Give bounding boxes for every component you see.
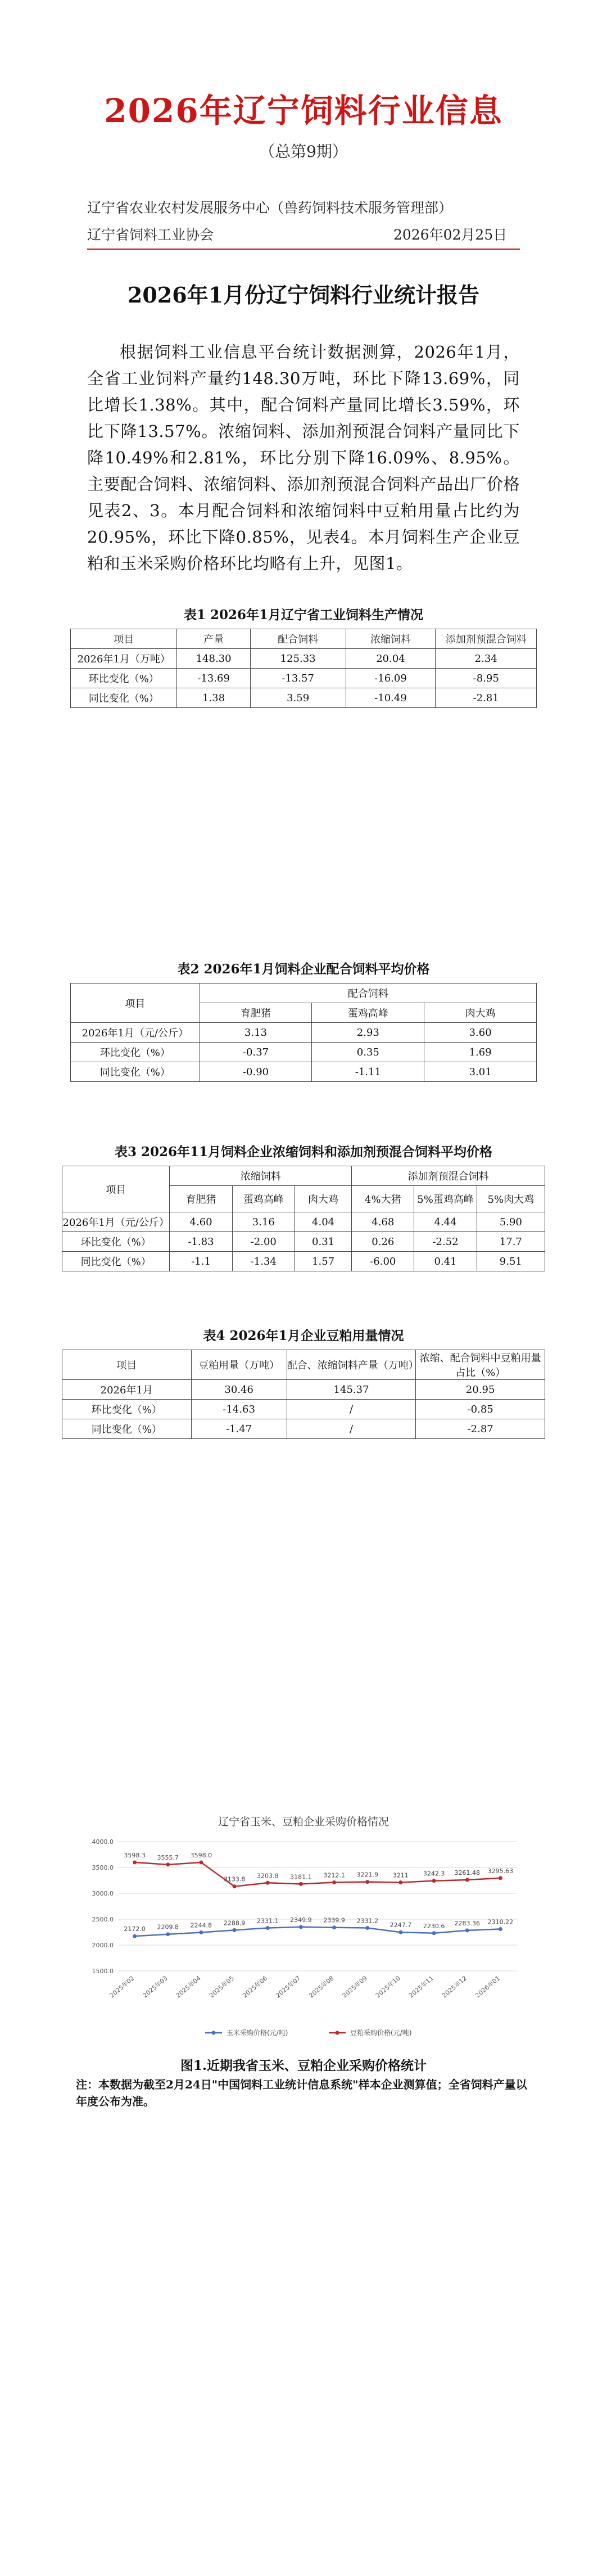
x-tick-label: 2025年04 [174,1974,202,2000]
table3-subheader: 肉大鸡 [295,1186,351,1212]
table1-header: 浓缩饲料 [346,629,436,649]
table-cell: 4.68 [352,1212,414,1232]
x-tick-label: 2026年01 [474,1974,502,2000]
table2 [70,983,537,1082]
figure-caption: 图1.近期我省玉米、豆粕企业采购价格统计 [180,2058,427,2073]
data-point [365,1926,369,1930]
table-cell: 2.34 [436,649,537,669]
table-cell: 环比变化（%） [71,669,177,688]
table-cell: 5.90 [477,1212,545,1232]
data-point [166,1932,170,1936]
data-point [332,1880,336,1884]
y-tick-label: 4000.0 [92,1838,114,1846]
table2-group-header: 配合饲料 [200,984,536,1003]
table1 [70,629,537,708]
table1-caption: 表1 2026年1月辽宁省工业饲料生产情况 [183,607,424,622]
table-cell: 0.31 [295,1232,351,1252]
table-cell: 4.44 [414,1212,477,1232]
data-label: 3242.3 [423,1870,445,1878]
report-title: 2026年1月份辽宁饲料行业统计报告 [127,282,480,308]
table-cell: 3.16 [232,1212,295,1232]
data-point [199,1930,203,1934]
x-tick-label: 2025年02 [108,1974,136,2000]
price-chart [76,1811,531,2052]
data-label: 2339.9 [323,1916,345,1924]
table-cell: -1.11 [312,1062,424,1082]
table3-group-header: 添加剂预混合饲料 [352,1166,545,1186]
data-point [233,1884,237,1888]
table-cell: 同比变化（%） [71,688,177,708]
data-label: 2310.22 [487,1918,514,1926]
table4-caption: 表4 2026年1月企业豆粕用量情况 [203,1328,404,1343]
table-row [71,1023,537,1043]
table-cell: 1.57 [295,1252,351,1271]
data-point [398,1930,402,1934]
table-cell: -10.49 [346,688,436,708]
table-row [71,669,537,688]
table3 [62,1166,545,1271]
table-cell: -0.85 [416,1400,545,1419]
data-point [365,1880,369,1884]
data-label: 2331.1 [257,1917,279,1925]
figure-note: 注：本数据为截至2月24日"中国饲料工业统计信息系统"样本企业测算值；全省饲料产量以年度公布为准。 [76,2078,527,2108]
table-cell: -2.81 [436,688,537,708]
x-tick-label: 2025年05 [208,1974,236,2000]
data-point [199,1860,203,1864]
table-cell: -2.87 [416,1419,545,1439]
table-cell: 环比变化（%） [62,1232,170,1252]
table4-header: 豆粕用量（万吨） [191,1350,287,1380]
table-cell: -13.57 [250,669,346,688]
chart-title: 辽宁省玉米、豆粕企业采购价格情况 [218,1816,389,1828]
table-row [71,649,537,669]
table-cell: 20.95 [416,1380,545,1400]
table-cell: -1.83 [170,1232,232,1252]
data-point [499,1927,502,1931]
table-cell: 3.01 [424,1062,537,1082]
table-cell: 环比变化（%） [62,1400,192,1419]
table3-subheader: 5%肉大鸡 [477,1186,545,1212]
table-cell: 环比变化（%） [71,1043,200,1062]
table2-subheader: 肉大鸡 [424,1003,537,1023]
table-cell: 3.59 [250,688,346,708]
table-cell: 30.46 [191,1380,287,1400]
legend-label: 玉米采购价格(元/吨) [227,2029,288,2037]
table-cell: 同比变化（%） [62,1419,192,1439]
table-cell: -8.95 [436,669,537,688]
data-point [432,1879,436,1883]
table-row [62,1380,545,1400]
x-tick-label: 2025年06 [241,1974,269,2000]
table2-subheader: 育肥猪 [200,1003,312,1023]
table-row [62,1232,545,1252]
series-line [135,1862,501,1887]
data-point [133,1934,137,1938]
data-label: 2247.7 [389,1921,412,1929]
x-tick-label: 2025年09 [341,1974,369,2000]
data-label: 2209.8 [157,1923,179,1931]
table-cell: 148.30 [177,649,250,669]
x-tick-label: 2025年08 [307,1974,336,2000]
data-label: 3203.8 [257,1872,279,1880]
table-cell: -2.52 [414,1232,477,1252]
x-tick-label: 2025年03 [141,1974,169,2000]
document-title: 2026年辽宁饲料行业信息 [104,92,503,130]
table-cell: 2026年1月（万吨） [71,649,177,669]
data-point [499,1876,502,1880]
y-tick-label: 2500.0 [92,1916,114,1923]
data-label: 2331.2 [356,1917,378,1925]
data-point [166,1862,170,1866]
table1-header: 配合饲料 [250,629,346,649]
data-point [299,1882,303,1886]
table1-header: 产量 [177,629,250,649]
table-row [71,1062,537,1082]
table-cell: 2.93 [312,1023,424,1043]
data-label: 3598.0 [190,1851,212,1859]
data-point [465,1928,469,1932]
table-cell: 0.26 [352,1232,414,1252]
table-cell: 145.37 [287,1380,416,1400]
x-tick-label: 2025年07 [274,1974,302,2000]
data-label: 2349.9 [290,1916,312,1924]
data-label: 3212.1 [323,1871,345,1879]
data-label: 2172.0 [124,1925,146,1933]
table-cell: / [287,1419,416,1439]
data-label: 3133.8 [223,1875,246,1883]
y-tick-label: 3000.0 [92,1890,114,1897]
table-cell: -13.69 [177,669,250,688]
x-tick-label: 2025年11 [407,1974,436,2000]
table3-group-header: 浓缩饲料 [170,1166,352,1186]
data-label: 3211 [392,1871,409,1879]
data-point [133,1860,137,1864]
table-cell: 2026年1月（元/公斤） [62,1212,170,1232]
table4 [62,1350,545,1439]
header-divider [87,249,520,250]
table-cell: -1.34 [232,1252,295,1271]
data-label: 3555.7 [157,1853,179,1861]
table-cell: 1.38 [177,688,250,708]
table-cell: -16.09 [346,669,436,688]
data-point [332,1925,336,1929]
data-label: 2288.9 [223,1919,246,1927]
table-row [71,688,537,708]
data-label: 3598.3 [124,1851,146,1859]
table-cell: 17.7 [477,1232,545,1252]
data-label: 2230.6 [423,1922,445,1930]
y-tick-label: 1500.0 [92,1968,114,1975]
table3-subheader: 5%蛋鸡高峰 [414,1186,477,1212]
table3-caption: 表3 2026年11月饲料企业浓缩饲料和添加剂预混合饲料平均价格 [114,1144,493,1160]
org-name-secondary: 辽宁省饲料工业协会 [87,227,214,243]
data-label: 3295.63 [487,1867,514,1875]
table-cell: -14.63 [191,1400,287,1419]
table-cell: -0.37 [200,1043,312,1062]
data-point [465,1878,469,1882]
table-cell: 125.33 [250,649,346,669]
table-cell: 20.04 [346,649,436,669]
table-cell: 1.69 [424,1043,537,1062]
table2-item-header: 项目 [71,984,200,1023]
table-row [62,1252,545,1271]
publish-date: 2026年02月25日 [393,227,508,243]
issue-number: （总第9期） [259,142,348,161]
data-label: 3221.9 [356,1871,378,1879]
table-cell: 4.60 [170,1212,232,1232]
data-point [432,1931,436,1935]
data-label: 2283.36 [454,1919,480,1927]
legend-label: 豆粕采购价格(元/吨) [350,2029,412,2037]
table3-item-header: 项目 [62,1166,170,1212]
data-point [266,1926,270,1930]
table-cell: 3.13 [200,1023,312,1043]
table-cell: -0.90 [200,1062,312,1082]
table-cell: 0.41 [414,1252,477,1271]
data-point [398,1880,402,1884]
table-cell: -1.1 [170,1252,232,1271]
table-cell: / [287,1400,416,1419]
table-cell: 2026年1月（元/公斤） [71,1023,200,1043]
data-point [299,1925,303,1929]
table1-header: 项目 [71,629,177,649]
table4-header: 项目 [62,1350,192,1380]
table-cell: 2026年1月 [62,1380,192,1400]
org-name-primary: 辽宁省农业农村发展服务中心（兽药饲料技术服务管理部） [87,200,453,216]
table-cell: 4.04 [295,1212,351,1232]
table4-header: 浓缩、配合饲料中豆粕用量占比（%） [416,1350,545,1380]
table-row [62,1400,545,1419]
table1-header: 添加剂预混合饲料 [436,629,537,649]
table-cell: 同比变化（%） [71,1062,200,1082]
table-row [71,1043,537,1062]
data-label: 2244.8 [190,1921,212,1929]
report-body: 根据饲料工业信息平台统计数据测算，2026年1月，全省工业饲料产量约148.30万吨，环比下降13.69%，同比增长1.38%。其中，配合饲料产量同比增长3.59%，环比下降13.57%。浓缩饲料、添加剂预混合饲料产量同比下降10.49%和2.81%，环比分别下降16.09%、8.95%。主要配合饲料、浓缩饲料、添加剂预混合饲料产品出厂价格见表2、3。本月配合饲料和浓缩饲料中豆粕用量占比约为20.95%，环比下降0.85%，见表4。本月饲料生产企业豆粕和玉米采购价格环比均略有上升，见图1。 [87,342,520,573]
table-cell: 3.60 [424,1023,537,1043]
y-tick-label: 3500.0 [92,1864,114,1871]
table3-subheader: 育肥猪 [170,1186,232,1212]
table-cell: 同比变化（%） [62,1252,170,1271]
table-cell: -2.00 [232,1232,295,1252]
data-label: 3261.48 [454,1869,480,1876]
x-tick-label: 2025年10 [374,1974,402,2000]
table-cell: -1.47 [191,1419,287,1439]
table-cell: 9.51 [477,1252,545,1271]
x-tick-label: 2025年12 [441,1974,469,2000]
table2-subheader: 蛋鸡高峰 [312,1003,424,1023]
table-row [62,1419,545,1439]
legend-marker [212,2031,216,2035]
table-cell: 0.35 [312,1043,424,1062]
price-chart-svg [76,1811,531,2052]
legend-marker [336,2031,339,2035]
table3-subheader: 蛋鸡高峰 [232,1186,295,1212]
data-point [266,1881,270,1885]
table-row [62,1212,545,1232]
table-cell: -6.00 [352,1252,414,1271]
table4-header: 配合、浓缩饲料产量（万吨） [287,1350,416,1380]
series-line [135,1927,501,1936]
data-label: 3181.1 [290,1873,312,1881]
table3-subheader: 4%大猪 [352,1186,414,1212]
table2-caption: 表2 2026年1月饲料企业配合饲料平均价格 [177,962,430,977]
y-tick-label: 2000.0 [92,1942,114,1949]
data-point [233,1928,237,1932]
